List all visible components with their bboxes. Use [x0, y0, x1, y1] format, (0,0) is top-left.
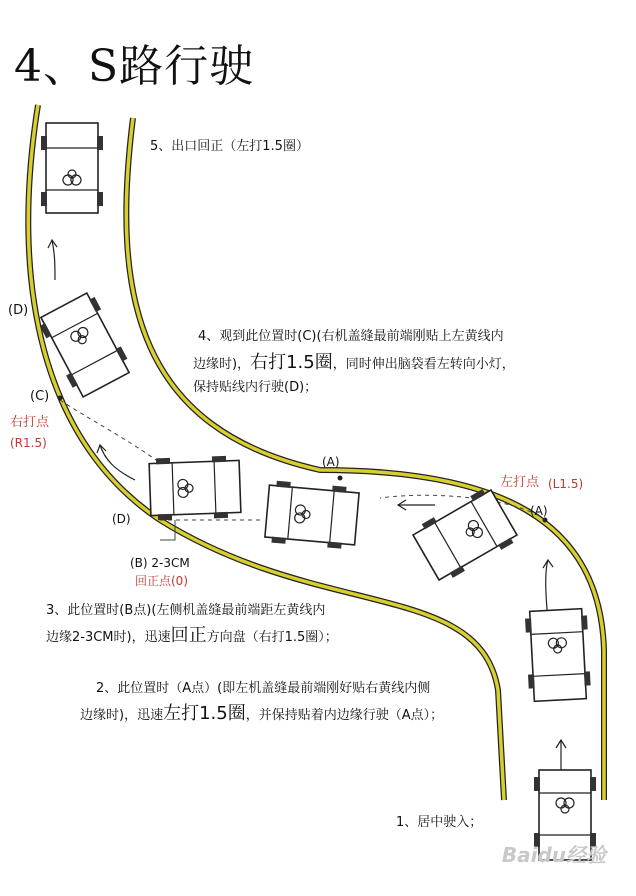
step3-line2-big: 回正: [170, 625, 207, 646]
step4-line2: [193, 352, 515, 376]
right-point-label: 右打点: [10, 415, 50, 430]
label-A-top: (A): [322, 455, 340, 469]
step2-line2-big: 左打1.5圈: [163, 703, 246, 724]
label-C: (C): [30, 389, 50, 404]
label-D-top: (D): [8, 303, 29, 318]
step5-text: 5、出口回正（左打1.5圈）: [150, 139, 309, 154]
right-point-value: (R1.5): [10, 436, 47, 450]
b-point-label: (B) 2-3CM: [130, 556, 190, 570]
return-point-label: 回正点(0): [135, 574, 188, 588]
left-point-label: 左打点: [500, 475, 540, 490]
step1-text: 1、居中驶入；: [396, 815, 483, 830]
page-title: 4、S路行驶: [14, 41, 255, 92]
car-middle: [264, 480, 359, 550]
car-exit: [41, 123, 103, 213]
car-C: [37, 291, 134, 400]
car-B: [149, 455, 241, 520]
step4-line1: 4、观到此位置时(C)(右机盖缝最前端刚贴上左黄线内: [198, 329, 504, 344]
car-A: [525, 608, 592, 701]
step2-line2-post: ，并保持贴着内边缘行驶（A点）；: [245, 708, 444, 723]
label-A-right: (A): [530, 504, 548, 518]
label-D-mid: (D): [112, 512, 131, 526]
step3-line1: 3、此位置时(B点)(左侧机盖缝最前端距左黄线内: [46, 603, 326, 618]
step2-line2: [80, 703, 443, 727]
left-point-value: (L1.5): [548, 477, 584, 491]
step4-line2-post: ，同时伸出脑袋看左转向小灯，: [332, 357, 515, 372]
step2-line1: 2、此位置时（A点）(即左机盖缝最前端刚好贴右黄线内侧: [96, 681, 431, 696]
step4-line2-pre: 边缘时)，: [193, 357, 251, 372]
step4-line2-big: 右打1.5圈: [250, 352, 333, 373]
step3-line2-pre: 边缘2-3CM时)，迅速: [46, 630, 171, 645]
step4-line3: 保持贴线内行驶(D)；: [193, 380, 318, 395]
watermark: Baidu经验: [501, 843, 606, 867]
step3-line2: [46, 625, 338, 649]
step2-line2-pre: 边缘时)，迅速: [80, 708, 164, 723]
step3-line2-post: 方向盘（右打1.5圈）；: [206, 630, 338, 645]
